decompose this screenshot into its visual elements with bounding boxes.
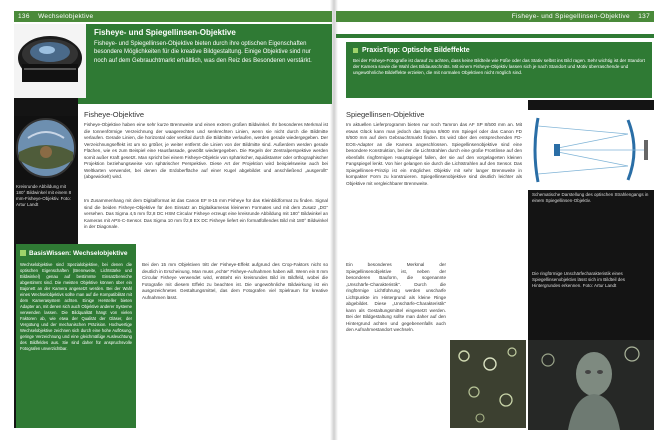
praxistipp-box: [346, 42, 652, 98]
intro-title: Fisheye- und Spiegellinsen-Objektive: [94, 28, 236, 37]
praxistipp-title-text: PraxisTipp: Optische Bildeffekte: [362, 47, 470, 54]
diagram-caption: Schematische Darstellung des optischen Strahlengangs in einem Spiegellinsen-Objektiv.: [532, 192, 649, 203]
basiswissen-text: Wechselobjektive sind Spezialobjektive, bei denen die optischen Eigenschaften (Brennweite, Lichtstärke und Bildwinkel) genau auf bestimmte Einsatzbereiche abgestimmt sind. Die meisten Objektive können über ein Bajonett an der Kamera angesetzt werden. Bei der Wahl eines Wechselobjektivs sollte man auf die Kompatibilität mit dem Kamerasystem achten. Einige Hersteller bieten Adapter an, mit denen sich auch Objektive anderer Systeme verwenden lassen. Die Bildqualität hängt von vielen Faktoren ab, wie etwa der Qualität der Gläser, der Vergütung und der mechanischen Präzision. Hochwertige Wechselobjektive zeichnen sich durch eine hohe Auflösung, geringe Verzeichnung und eine gleichmäßige Ausleuchtung des Bildfeldes aus. Sie sind daher für anspruchsvolle Fotografen unverzichtbar.: [20, 262, 132, 351]
arrow-square-icon: [353, 48, 358, 53]
spiegel-paragraph-1: Im aktuellen Lieferprogramm bieten nur noch Tamron das AF SP 8/500 mm an. Mit etwas Glück kann man jedoch das Sigma 8/600 mm Spiegel oder das Canon FD 8/500 mm auf dem Gebrauchtmarkt finden. Es wird über den entsprechenden FD-EOS-Adapter an die Kamera angeschlossen. Spiegellinsenobjektive sind eine besondere Konstruktion, bei der die Lichtstrahlen durch eine große Frontlinse auf den ebenfalls ringförmigen Hauptspiegel fallen, der sie auf den vorgelagerten kleinen Fangspiegel lenkt. Von hier gelangen sie durch die Lichtstrahlen auf den Sensor. Das Spiegellinsen-Prinzip ist ein mögliches Objektiv mit sehr langer Brennweite in kompakter Form zu konstruieren. Spiegellinsenobjektive sind deutlich leichter als Objektive mit vergleichbarer Brennweite.: [346, 122, 522, 186]
basiswissen-title-text: BasisWissen: Wechselobjektive: [29, 250, 128, 257]
spiegel-heading: Spiegellinsen-Objektive: [346, 110, 425, 119]
basiswissen-box: [16, 244, 136, 428]
basiswissen-title: [20, 250, 132, 257]
left-page-number: 136: [18, 13, 30, 20]
praxistipp-text: Bei der Fisheye-Fotografie ist darauf zu achten, dass keine Bildteile wie Füße oder das Stativ selbst ins Bild ragen. Sehr wichtig ist der Standort der Kamera sowie die Wahl des Bildausschnitts. Mit einem Fisheye-Objektiv lassen sich je nach Standort und Motiv überraschende und ungewöhnliche Bildeffekte erzielen, die mit normalen Objektiven nicht möglich sind.: [353, 58, 645, 76]
spiegel-paragraph-2: Ein besonderes Merkmal der Spiegellinsenobjektive ist, neben der besonderen Bauform, die sogenannte „Unschärfe-Charakteristik“. Durch die ringförmige Lichtführung werden unscharfe Lichtpunkte im Hintergrund als kleine Ringe abgebildet. Diese „Unschärfe-Charakteristik“ kann als Gestaltungsmittel eingesetzt werden. Bei der Bildgestaltung sollte man daher auf den Hintergrund achten und gegebenenfalls auch den Aufnahmestandort wechseln.: [346, 262, 446, 332]
fisheye-sample-photo: [14, 116, 78, 180]
left-chapter-title: Wechselobjektive: [38, 13, 94, 20]
green-divider-right: [336, 34, 654, 38]
mirror-lens-diagram: [528, 110, 654, 190]
right-page-number: 137: [638, 13, 650, 20]
left-page-header: [14, 11, 332, 22]
info-square-icon: [20, 250, 26, 256]
fisheye-paragraph-2: Im Zusammenhang mit dem Digitalformat ist das Canon EF 8-15 mm Fisheye für das Kleinbildformat zu finden. Signal sind die beiden Fisheye-Objektive für den Einsatz an Digitalkameras kleineren Formates und mit dem Zusatz „DG“ versehen. Das Sigma 4,5 mm f/2,8 DC HSM Circular Fisheye erzeugt eine kreisrunde Abbildung mit 180° Bildwinkel an Kameras mit APS-C-Sensor. Das Sigma 10 mm f/2,8 EX DC Fisheye liefert ein formatfüllendes Bild mit 180° Bildwinkel in der Diagonale.: [84, 198, 328, 229]
intro-block: [86, 24, 332, 98]
fisheye-paragraph-1: Fisheye-Objektive haben eine sehr kurze Brennweite und einen extrem großen Bildwinkel. Ihr besonderes Merkmal ist die tonnenförmige Verzeichnung der waagerechten und senkrechten Linien, wenn sie nicht durch die Bildmitte verlaufen. Gerade Linien, die horizontal oder vertikal durch die Bildmitte verlaufen, werden gerade wiedergegeben. Der Verzeichnungseffekt ist um so größer, je weiter entfernt die Linien von der Bildmitte sind. Außerdem werden gerade Flächen, wie es zum Beispiel eine Hausfassade, gewölbt wiedergegeben. Die Regeln der Zentralperspektive werden somit außer Kraft gesetzt. Man spricht bei einem Fisheye-Objektiv von sphärischer, äquidistanter oder orthographischer Projektion beziehungsweise von sphärischer Perspektive. Diese Art der Projektion wird beispielsweise auch bei Weltkarten verwendet, bei denen die Erdoberfläche auf einer Kugel abgebildet und anschließend „ausgerollt“ (abgewickelt) wird.: [84, 122, 328, 179]
intro-text: Fisheye- und Spiegellinsen-Objektive bieten durch ihre optischen Eigenschaften besondere Möglichkeiten für die kreative Bildgestaltung. Einige Objektive sind nur noch auf dem Gebrauchtmarkt erhältlich, was den Reiz des Besonderen verstärkt.: [94, 41, 312, 64]
statue-bust-photo: [528, 340, 654, 430]
fisheye-lens-photo: [14, 24, 86, 98]
fisheye-heading: Fisheye-Objektive: [84, 110, 145, 119]
fisheye-photo-caption: Kreisrunde Abbildung mit 180° Bildwinkel mit einem 8 mm-Fisheye-Objektiv. Foto: Artur Landt: [16, 184, 72, 207]
right-section-title: Fisheye- und Spiegellinsen-Objektive: [511, 13, 630, 20]
blurred-background-photo: [450, 340, 526, 428]
bust-photo-caption: Die ringförmige Unschärfecharakteristik eines Spiegellinsenobjektivs lässt sich im Bildteil des Hintergrundes erkennen. Foto: Artur Landt: [532, 271, 626, 288]
praxistipp-title: [353, 47, 645, 54]
right-page-header: [336, 11, 654, 22]
fisheye-paragraph-3: Bei den 15 mm Objektiven tritt der Fisheye-Effekt aufgrund des Crop-Faktors nicht so deutlich in Erscheinung. Man muss „echte“ Fisheye-Aufnahmen haben will. Wenn ein 8 mm Circular Fisheye verwendet wird, entsteht ein kreisrundes Bild im Bildfeld, wobei die Fotografie mit diesem Effekt zu beachten ist. Die ungewöhnliche Bildwirkung ist ein ausgezeichnetes Gestaltungsmittel, das dem Fotografen viel Spielraum für kreative Aufnahmen lässt.: [142, 262, 328, 300]
